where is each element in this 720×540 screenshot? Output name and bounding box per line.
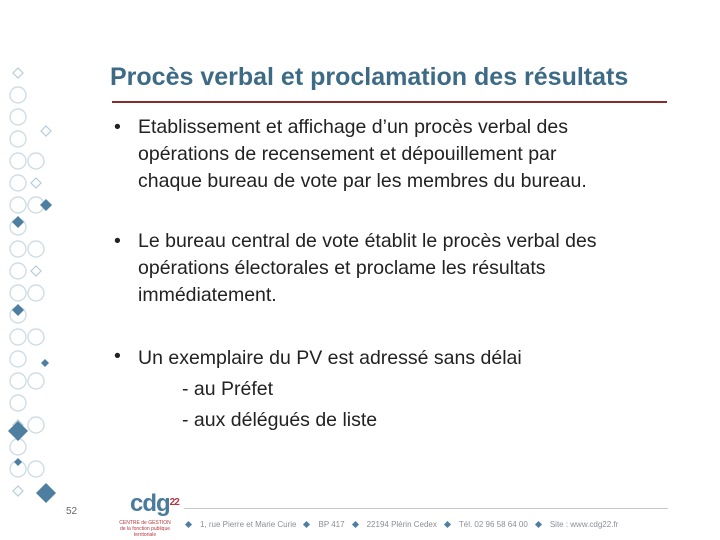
bullet-line: immédiatement. bbox=[138, 284, 277, 306]
bullet-marker: • bbox=[114, 345, 121, 367]
bullet-line: Etablissement et affichage d’un procès verbal des bbox=[138, 116, 568, 138]
footer-address: 1, rue Pierre et Marie Curie bbox=[200, 519, 297, 529]
bullet-item bbox=[114, 114, 674, 195]
bullet-line: Un exemplaire du PV est adressé sans délai bbox=[138, 347, 522, 369]
page-number: 52 bbox=[66, 506, 78, 517]
bullet-line: Le bureau central de vote établit le procès verbal des bbox=[138, 230, 597, 252]
bullet-line: opérations de recensement et dépouillement par bbox=[138, 143, 557, 165]
bullet-marker: • bbox=[114, 116, 121, 138]
footer-contact-bar bbox=[184, 517, 674, 531]
cdg22-logo bbox=[112, 490, 179, 538]
diamond-separator-icon bbox=[185, 520, 192, 527]
diamond-separator-icon bbox=[535, 520, 542, 527]
bullet-line: opérations électorales et proclame les résultats bbox=[138, 257, 546, 279]
bullet-marker: • bbox=[114, 230, 121, 252]
footer-postal: 22194 Plérin Cedex bbox=[366, 519, 437, 529]
logo-caption: CENTRE de GESTION de la fonction publique territoriale bbox=[119, 520, 171, 538]
bullet-item bbox=[114, 343, 674, 436]
decorative-pattern bbox=[0, 55, 70, 525]
footer-site[interactable]: Site : www.cdg22.fr bbox=[549, 519, 619, 529]
sub-item: - au Préfet bbox=[182, 378, 274, 400]
bullet-item bbox=[114, 228, 674, 309]
footer-phone: Tél. 02 96 58 64 00 bbox=[458, 519, 528, 529]
footer-divider bbox=[184, 508, 668, 509]
footer-bp: BP 417 bbox=[318, 519, 345, 529]
slide-title: Procès verbal et proclamation des résultats bbox=[110, 63, 629, 91]
diamond-separator-icon bbox=[352, 520, 359, 527]
sub-item: - aux délégués de liste bbox=[182, 409, 378, 431]
diamond-separator-icon bbox=[303, 520, 310, 527]
bullet-line: chaque bureau de vote par les membres du bureau. bbox=[138, 170, 587, 192]
title-underline bbox=[112, 101, 667, 103]
diamond-separator-icon bbox=[444, 520, 451, 527]
logo-wordmark: cdg$^{22}$ bbox=[130, 490, 179, 517]
